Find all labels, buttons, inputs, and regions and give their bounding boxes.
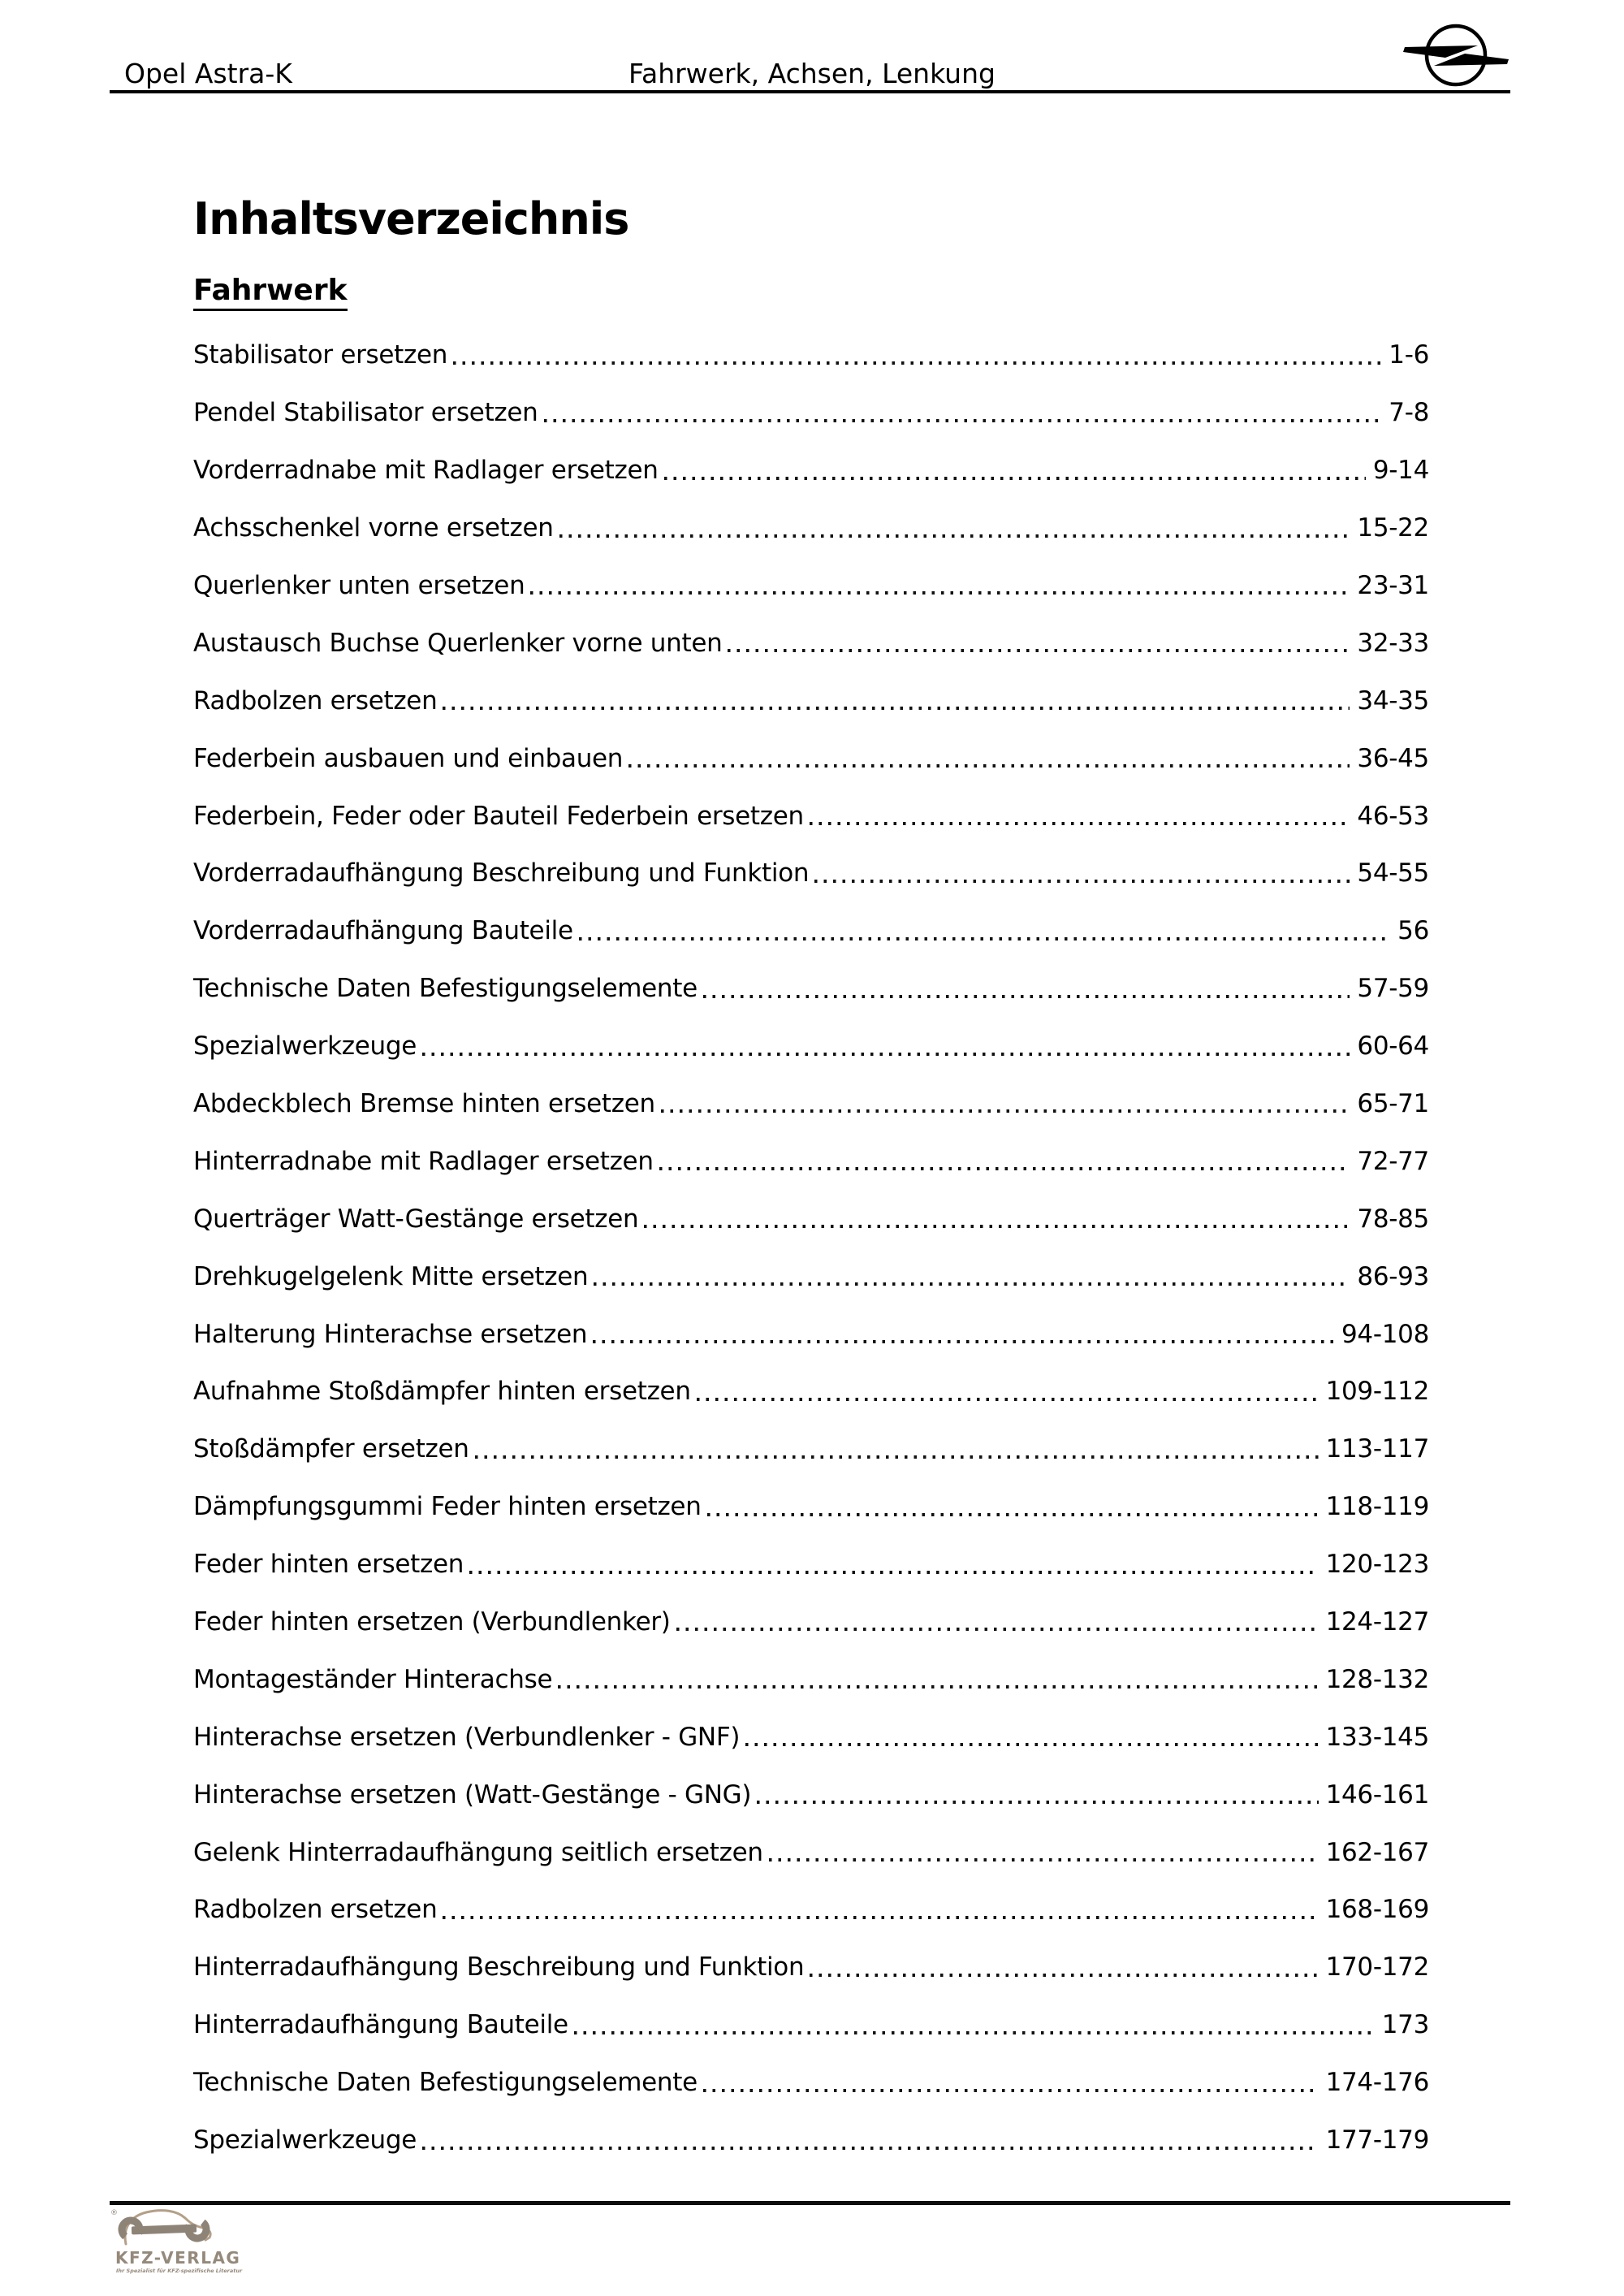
toc-entry-label: Vorderradaufhängung Bauteile bbox=[193, 916, 573, 946]
toc-dot-leader bbox=[628, 764, 1350, 767]
toc-entry-pages: 54-55 bbox=[1357, 858, 1429, 889]
toc-entry-pages: 109-112 bbox=[1325, 1377, 1429, 1407]
toc-entry bbox=[193, 326, 1429, 384]
registered-mark: ® bbox=[110, 2209, 118, 2217]
toc-entry bbox=[193, 960, 1429, 1018]
toc-entry-label: Querträger Watt-Gestänge ersetzen bbox=[193, 1204, 639, 1234]
toc-entry bbox=[193, 1593, 1429, 1651]
toc-list bbox=[193, 326, 1429, 2169]
toc-dot-leader bbox=[530, 591, 1350, 595]
car-wrench-icon bbox=[104, 2206, 234, 2255]
toc-entry-label: Querlenker unten ersetzen bbox=[193, 571, 525, 600]
toc-entry bbox=[193, 442, 1429, 499]
toc-dot-leader bbox=[757, 1801, 1318, 1804]
toc-entry-pages: 170-172 bbox=[1325, 1952, 1429, 1983]
toc-dot-leader bbox=[644, 1225, 1350, 1228]
toc-entry-pages: 94-108 bbox=[1341, 1319, 1429, 1349]
toc-entry-pages: 9-14 bbox=[1372, 456, 1429, 486]
toc-dot-leader bbox=[703, 2089, 1319, 2092]
toc-dot-leader bbox=[676, 1628, 1319, 1631]
kfz-verlag-logo bbox=[104, 2206, 266, 2287]
toc-entry-label: Federbein ausbauen und einbauen bbox=[193, 743, 624, 773]
toc-entry bbox=[193, 2054, 1429, 2112]
toc-entry-pages: 146-161 bbox=[1325, 1779, 1429, 1810]
toc-entry bbox=[193, 1881, 1429, 1939]
toc-entry-pages: 36-45 bbox=[1357, 743, 1429, 773]
toc-entry bbox=[193, 1305, 1429, 1363]
toc-entry bbox=[193, 787, 1429, 845]
toc-dot-leader bbox=[559, 534, 1350, 538]
toc-entry bbox=[193, 1766, 1429, 1823]
toc-entry-label: Spezialwerkzeuge bbox=[193, 2125, 417, 2155]
toc-entry-pages: 65-71 bbox=[1357, 1089, 1429, 1119]
publisher-tagline: Ihr Spezialist für KFZ-spezifische Literatur bbox=[116, 2268, 243, 2274]
toc-entry bbox=[193, 1823, 1429, 1881]
toc-entry bbox=[193, 384, 1429, 442]
toc-dot-leader bbox=[469, 1571, 1318, 1574]
toc-entry bbox=[193, 557, 1429, 615]
toc-entry-pages: 177-179 bbox=[1325, 2125, 1429, 2155]
toc-entry-label: Stoßdämpfer ersetzen bbox=[193, 1434, 469, 1464]
toc-entry-pages: 32-33 bbox=[1357, 628, 1429, 658]
toc-dot-leader bbox=[707, 1513, 1319, 1516]
toc-entry-pages: 57-59 bbox=[1357, 974, 1429, 1004]
toc-entry-label: Drehkugelgelenk Mitte ersetzen bbox=[193, 1261, 589, 1291]
opel-blitz-logo-icon bbox=[1398, 18, 1512, 95]
toc-dot-leader bbox=[579, 937, 1390, 940]
toc-dot-leader bbox=[769, 1858, 1319, 1861]
toc-entry-label: Dämpfungsgummi Feder hinten ersetzen bbox=[193, 1492, 702, 1522]
toc-entry-label: Hinterachse ersetzen (Verbundlenker - GNF) bbox=[193, 1722, 741, 1752]
toc-entry-pages: 162-167 bbox=[1325, 1837, 1429, 1867]
toc-entry-label: Abdeckblech Bremse hinten ersetzen bbox=[193, 1089, 655, 1119]
header-model-label: Opel Astra-K bbox=[124, 58, 292, 89]
publisher-name: KFZ-VERLAG bbox=[115, 2248, 241, 2268]
toc-entry bbox=[193, 1478, 1429, 1536]
toc-dot-leader bbox=[593, 1340, 1334, 1343]
toc-entry-label: Hinterradnabe mit Radlager ersetzen bbox=[193, 1146, 654, 1176]
toc-entry-label: Vorderradnabe mit Radlager ersetzen bbox=[193, 456, 659, 486]
toc-dot-leader bbox=[544, 419, 1382, 422]
toc-entry-label: Feder hinten ersetzen bbox=[193, 1550, 464, 1580]
toc-entry-pages: 60-64 bbox=[1357, 1031, 1429, 1062]
toc-dot-leader bbox=[574, 2031, 1375, 2034]
toc-entry bbox=[193, 1708, 1429, 1766]
section-heading-text: Fahrwerk bbox=[193, 275, 348, 311]
toc-entry bbox=[193, 1939, 1429, 1996]
toc-entry-pages: 7-8 bbox=[1389, 398, 1429, 428]
toc-entry-pages: 128-132 bbox=[1325, 1664, 1429, 1694]
toc-entry-pages: 118-119 bbox=[1325, 1492, 1429, 1522]
toc-entry bbox=[193, 729, 1429, 787]
toc-entry-label: Hinterradaufhängung Bauteile bbox=[193, 2010, 568, 2040]
toc-entry-pages: 113-117 bbox=[1325, 1434, 1429, 1464]
toc-entry bbox=[193, 1190, 1429, 1247]
toc-entry-pages: 168-169 bbox=[1325, 1895, 1429, 1925]
toc-entry-pages: 15-22 bbox=[1357, 513, 1429, 543]
toc-dot-leader bbox=[814, 880, 1350, 883]
toc-entry-label: Hinterachse ersetzen (Watt-Gestänge - GNG) bbox=[193, 1779, 752, 1810]
toc-entry bbox=[193, 499, 1429, 557]
toc-entry-pages: 133-145 bbox=[1325, 1722, 1429, 1752]
toc-entry-label: Aufnahme Stoßdämpfer hinten ersetzen bbox=[193, 1377, 691, 1407]
toc-entry-pages: 174-176 bbox=[1325, 2068, 1429, 2098]
toc-entry-label: Technische Daten Befestigungselemente bbox=[193, 2068, 698, 2098]
toc-entry-label: Hinterradaufhängung Beschreibung und Funktion bbox=[193, 1952, 805, 1983]
toc-dot-leader bbox=[745, 1743, 1318, 1746]
toc-entry bbox=[193, 1363, 1429, 1420]
toc-entry bbox=[193, 1650, 1429, 1708]
toc-dot-leader bbox=[475, 1455, 1319, 1459]
toc-entry bbox=[193, 1996, 1429, 2054]
toc-entry-pages: 34-35 bbox=[1357, 685, 1429, 716]
toc-dot-leader bbox=[664, 477, 1366, 480]
toc-entry-label: Federbein, Feder oder Bauteil Federbein ersetzen bbox=[193, 801, 804, 831]
toc-entry bbox=[193, 2112, 1429, 2169]
toc-dot-leader bbox=[558, 1685, 1318, 1688]
toc-entry-label: Gelenk Hinterradaufhängung seitlich ersetzen bbox=[193, 1837, 763, 1867]
toc-entry bbox=[193, 1132, 1429, 1190]
toc-entry-pages: 173 bbox=[1381, 2010, 1429, 2040]
toc-dot-leader bbox=[661, 1109, 1350, 1113]
toc-dot-leader bbox=[443, 707, 1350, 710]
toc-entry-label: Feder hinten ersetzen (Verbundlenker) bbox=[193, 1607, 671, 1637]
toc-dot-leader bbox=[810, 1974, 1318, 1977]
toc-entry-pages: 56 bbox=[1397, 916, 1429, 946]
toc-entry-pages: 86-93 bbox=[1357, 1261, 1429, 1291]
toc-entry-label: Radbolzen ersetzen bbox=[193, 1895, 438, 1925]
toc-entry-pages: 78-85 bbox=[1357, 1204, 1429, 1234]
toc-entry-label: Vorderradaufhängung Beschreibung und Funktion bbox=[193, 858, 810, 889]
toc-dot-leader bbox=[810, 822, 1350, 825]
toc-dot-leader bbox=[594, 1282, 1350, 1286]
toc-entry-label: Radbolzen ersetzen bbox=[193, 685, 438, 716]
toc-entry bbox=[193, 1420, 1429, 1478]
toc-entry-label: Stabilisator ersetzen bbox=[193, 340, 448, 370]
toc-entry bbox=[193, 1018, 1429, 1075]
toc-entry bbox=[193, 672, 1429, 729]
toc-dot-leader bbox=[443, 1916, 1318, 1919]
toc-dot-leader bbox=[659, 1167, 1350, 1170]
toc-entry bbox=[193, 1247, 1429, 1305]
toc-entry bbox=[193, 1536, 1429, 1593]
toc-entry bbox=[193, 1075, 1429, 1133]
toc-entry-pages: 124-127 bbox=[1325, 1607, 1429, 1637]
toc-entry-label: Austausch Buchse Querlenker vorne unten bbox=[193, 628, 723, 658]
toc-entry-pages: 1-6 bbox=[1389, 340, 1429, 370]
toc-dot-leader bbox=[728, 649, 1350, 652]
header-rule bbox=[110, 90, 1510, 93]
toc-entry bbox=[193, 845, 1429, 902]
toc-dot-leader bbox=[697, 1398, 1319, 1401]
toc-entry-label: Halterung Hinterachse ersetzen bbox=[193, 1319, 588, 1349]
section-heading bbox=[193, 275, 348, 311]
toc-dot-leader bbox=[703, 995, 1350, 998]
toc-entry-pages: 72-77 bbox=[1357, 1146, 1429, 1176]
toc-entry-pages: 23-31 bbox=[1357, 571, 1429, 600]
toc-dot-leader bbox=[453, 361, 1381, 365]
toc-entry-label: Spezialwerkzeuge bbox=[193, 1031, 417, 1062]
toc-entry bbox=[193, 614, 1429, 672]
toc-entry-pages: 120-123 bbox=[1325, 1550, 1429, 1580]
toc-dot-leader bbox=[422, 1053, 1350, 1056]
page-title: Inhaltsverzeichnis bbox=[193, 193, 629, 244]
toc-entry bbox=[193, 902, 1429, 960]
footer-rule bbox=[110, 2201, 1510, 2205]
toc-dot-leader bbox=[422, 2147, 1319, 2150]
toc-entry-label: Achsschenkel vorne ersetzen bbox=[193, 513, 554, 543]
toc-entry-label: Pendel Stabilisator ersetzen bbox=[193, 398, 538, 428]
toc-entry-label: Technische Daten Befestigungselemente bbox=[193, 974, 698, 1004]
toc-entry-label: Montageständer Hinterachse bbox=[193, 1664, 553, 1694]
toc-entry-pages: 46-53 bbox=[1357, 801, 1429, 831]
header-chapter-label: Fahrwerk, Achsen, Lenkung bbox=[628, 58, 996, 89]
